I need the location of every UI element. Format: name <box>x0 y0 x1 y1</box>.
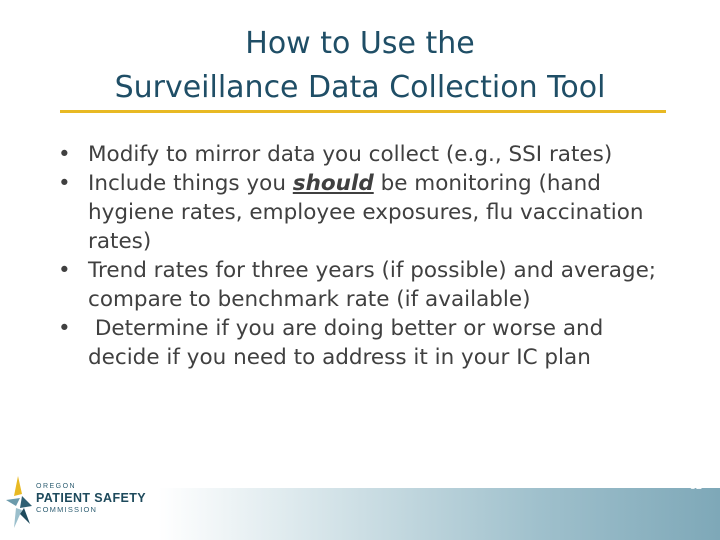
slide-title-line-2: Surveillance Data Collection Tool <box>114 70 606 105</box>
logo-line-2: PATIENT SAFETY <box>36 491 147 505</box>
logo-star-mark-icon <box>4 474 40 534</box>
bullet-dot-icon: • <box>58 258 71 283</box>
organization-logo <box>4 474 164 534</box>
bullet-dot-icon: • <box>58 171 71 196</box>
bullet-text: Determine if you are doing better or worse and decide if you need to address it in your IC plan <box>88 316 611 370</box>
bullet-item-4 <box>56 314 666 372</box>
bullet-dot-icon: • <box>58 316 71 341</box>
bullet-text-after: be monitoring (hand hygiene rates, employee exposures, flu vaccination rates) <box>88 171 644 254</box>
page-number: 32 <box>689 480 702 492</box>
logo-line-3: COMMISSION <box>36 505 98 514</box>
bullet-text: Trend rates for three years (if possible) and average; compare to benchmark rate (if available) <box>88 258 657 312</box>
bullet-item-1 <box>56 140 666 169</box>
bullet-text-before: Include things you <box>88 171 293 196</box>
logo-wordmark <box>36 482 146 515</box>
bullet-item-3 <box>56 256 666 314</box>
title-underline-rule <box>60 110 666 113</box>
bullet-text: Modify to mirror data you collect (e.g., SSI rates) <box>88 142 613 167</box>
logo-line-1: OREGON <box>36 483 77 490</box>
slide-title <box>60 22 660 110</box>
bullet-emphasis-text: should <box>292 171 374 196</box>
bullet-list <box>56 140 666 372</box>
slide-title-line-1: How to Use the <box>245 26 475 61</box>
bullet-dot-icon: • <box>58 142 71 167</box>
bullet-item-2 <box>56 169 666 256</box>
